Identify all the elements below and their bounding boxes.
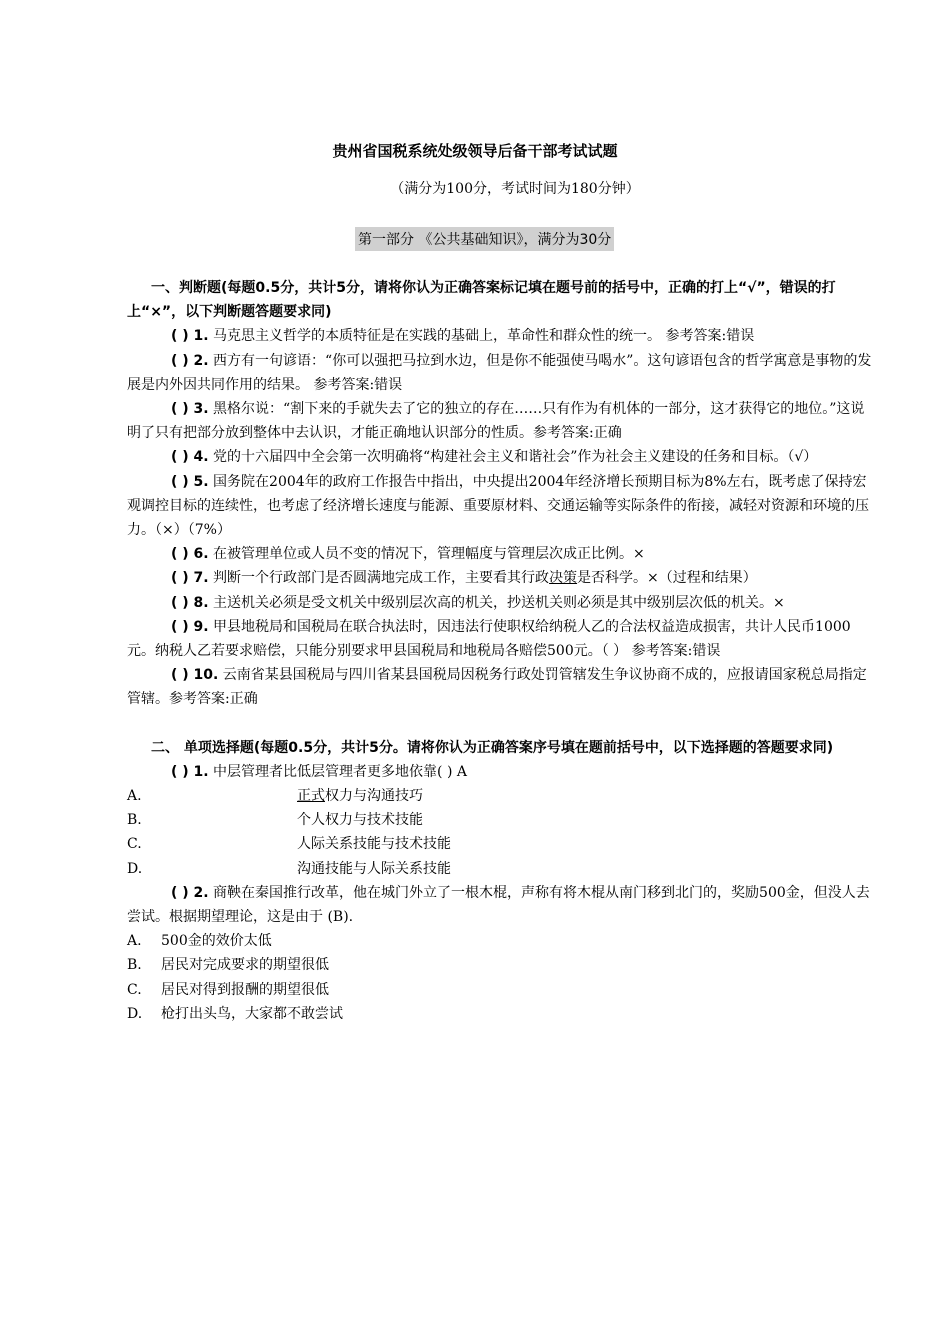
option-label: A. xyxy=(127,788,142,805)
exam-title: 贵州省国税系统处级领导后备干部考试试题 xyxy=(332,142,618,160)
option-text: 个人权力与技术技能 xyxy=(297,812,423,829)
exam-subtitle: （满分为100分，考试时间为180分钟） xyxy=(390,181,640,197)
item-text: 云南省某县国税局与四川省某县国税局因税务行政处罚管辖发生争议协商不成的，应报请国家税总局指定管辖。参考答案:正确 xyxy=(127,667,867,708)
option-label: A. xyxy=(127,933,142,950)
item-number: ( ) 6. xyxy=(171,546,209,563)
item-text: 党的十六届四中全会第一次明确将“构建社会主义和谐社会”作为社会主义建设的任务和目标。（√） xyxy=(208,449,818,466)
item-text: 马克思主义哲学的本质特征是在实践的基础上，革命性和群众性的统一。 参考答案:错误 xyxy=(208,328,755,345)
item-number: ( ) 3. xyxy=(171,401,209,418)
option-text: 人际关系技能与技术技能 xyxy=(297,836,451,853)
exam-body xyxy=(127,276,873,1026)
part-heading: 第一部分 《公共基础知识》，满分为30分 xyxy=(355,227,614,251)
item-text: 在被管理单位或人员不变的情况下，管理幅度与管理层次成正比例。× xyxy=(208,546,645,563)
choice-option-c xyxy=(127,978,873,1002)
choice-question-2 xyxy=(127,881,873,929)
option-text: 沟通技能与人际关系技能 xyxy=(297,860,451,877)
choice-option-a xyxy=(127,784,873,808)
item-number: ( ) 9. xyxy=(171,618,209,635)
item-number: ( ) 8. xyxy=(171,594,209,611)
option-label: B. xyxy=(127,957,142,974)
choice-option-d xyxy=(127,1002,873,1026)
item-text: 判断一个行政部门是否圆满地完成工作，主要看其行政 xyxy=(208,570,550,587)
item-text: 国务院在2004年的政府工作报告中指出，中央提出2004年经济增长预期目标为8%左右，既考虑了保持宏观调控目标的连续性，也考虑了经济增长速度与能源、重要原材料、交通运输等实际条件的衔接，减轻对资源和环境的压力。（×）（7%） xyxy=(127,473,869,539)
option-text: 枪打出头鸟，大家都不敢尝试 xyxy=(161,1005,343,1022)
item-text: 西方有一句谚语：“你可以强把马拉到水边，但是你不能强使马喝水”。这句谚语包含的哲学寓意是事物的发展是内外因共同作用的结果。 参考答案:错误 xyxy=(127,352,872,393)
section-2-heading: 二、 单项选择题(每题0.5分，共计5分。请将你认为正确答案序号填在题前括号中，以下选择题的答题要求同) xyxy=(151,739,834,756)
option-label: D. xyxy=(127,860,143,877)
question-number: ( ) 2. xyxy=(171,884,209,901)
item-number: ( ) 5. xyxy=(171,473,209,490)
judgement-item-10 xyxy=(127,663,873,711)
question-number: ( ) 1. xyxy=(171,763,209,780)
item-number: ( ) 2. xyxy=(171,352,209,369)
judgement-item-5 xyxy=(127,470,873,543)
judgement-item-4 xyxy=(127,445,873,469)
choice-question-1 xyxy=(127,760,873,784)
section-1-heading: 一、判断题(每题0.5分，共计5分，请将你认为正确答案标记填在题号前的括号中，正确的打上“√”，错误的打上“×”，以下判断题答题要求同) xyxy=(127,280,836,321)
judgement-item-7 xyxy=(127,566,873,590)
item-text-tail: 是否科学。×（过程和结果） xyxy=(577,570,757,587)
item-text: 黑格尔说：“割下来的手就失去了它的独立的存在……只有作为有机体的一部分，这才获得它的地位。”这说明了只有把部分放到整体中去认识，才能正确地认识部分的性质。参考答案:正确 xyxy=(127,401,865,442)
option-text: 500金的效价太低 xyxy=(161,933,272,950)
question-text: 中层管理者比低层管理者更多地依靠( ) A xyxy=(208,763,467,780)
choice-option-b xyxy=(127,953,873,977)
option-text: 居民对完成要求的期望很低 xyxy=(161,957,329,974)
judgement-item-6 xyxy=(127,542,873,566)
section-gap xyxy=(127,712,873,736)
item-number: ( ) 1. xyxy=(171,328,209,345)
judgement-item-1 xyxy=(127,324,873,348)
choice-option-d xyxy=(127,857,873,881)
question-text: 商鞅在秦国推行改革，他在城门外立了一根木棍，声称有将木棍从南门移到北门的，奖励500金，但没人去尝试。根据期望理论，这是由于 (B). xyxy=(127,884,870,926)
option-label: B. xyxy=(127,812,142,829)
item-text: 甲县地税局和国税局在联合执法时，因违法行使职权给纳税人乙的合法权益造成损害，共计人民币1000元。纳税人乙若要求赔偿，只能分别要求甲县国税局和地税局各赔偿500元。（ ） 参考答案:错误 xyxy=(127,618,851,660)
option-label: D. xyxy=(127,1005,143,1022)
option-text: 权力与沟通技巧 xyxy=(325,788,423,805)
underlined-term: 决策 xyxy=(549,570,578,587)
item-number: ( ) 4. xyxy=(171,449,209,466)
judgement-item-8 xyxy=(127,591,873,615)
option-text: 居民对得到报酬的期望很低 xyxy=(161,981,329,998)
option-label: C. xyxy=(127,836,142,853)
option-label: C. xyxy=(127,981,142,998)
judgement-item-3 xyxy=(127,397,873,445)
judgement-item-2 xyxy=(127,349,873,397)
item-number: ( ) 10. xyxy=(171,667,219,684)
judgement-item-9 xyxy=(127,615,873,663)
choice-option-b xyxy=(127,808,873,832)
item-number: ( ) 7. xyxy=(171,570,209,587)
underlined-term: 正式 xyxy=(297,788,325,805)
choice-option-a xyxy=(127,929,873,953)
choice-option-c xyxy=(127,832,873,856)
item-text: 主送机关必须是受文机关中级别层次高的机关，抄送机关则必须是其中级别层次低的机关。× xyxy=(208,594,785,611)
